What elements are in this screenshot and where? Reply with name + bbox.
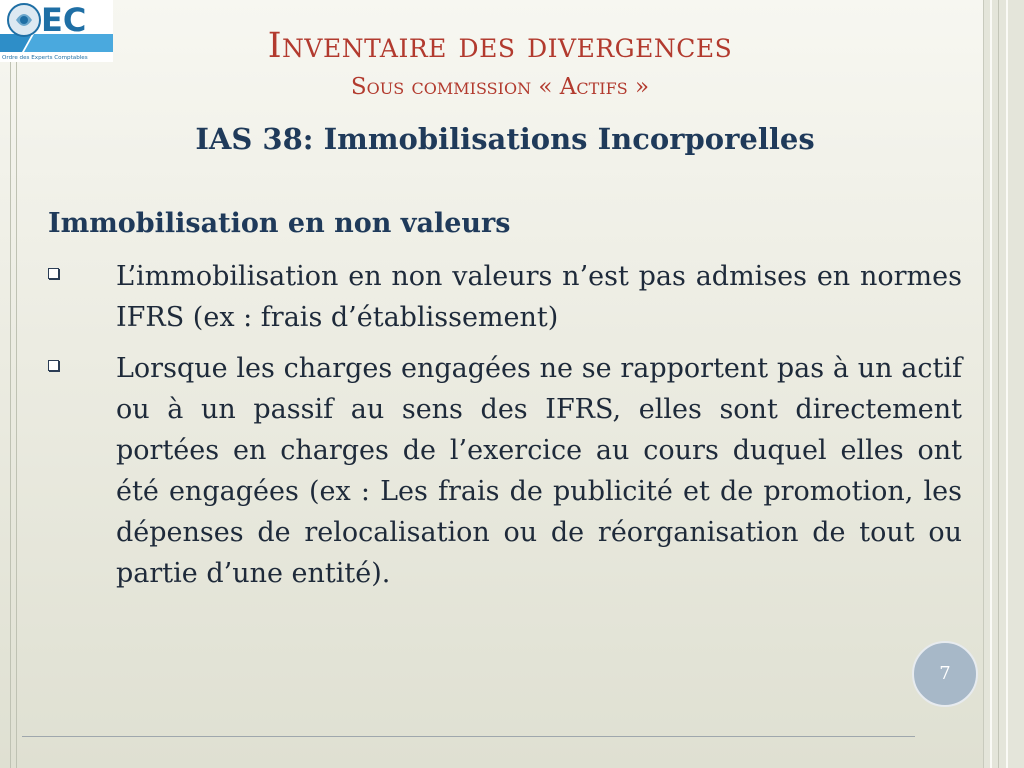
slide-heading: IAS 38: Immobilisations Incorporelles [195,122,815,156]
oec-logo [0,0,113,62]
list-item [48,348,962,594]
checkbox-bullet-icon [48,360,59,371]
section-title: Immobilisation en non valeurs [48,208,511,239]
page-number-badge: 7 [912,641,978,707]
bullet-text: Lorsque les charges engagées ne se rapportent pas à un actif ou à un passif au sens des IFRS, elles sont directement portées en charges de l’exercice au cours duquel elles ont été engagées (ex : Les frais de publicité et de promotion, les dépenses de relocalisation ou de réorganisation de tout ou partie d’une entité). [116,353,962,589]
checkbox-bullet-icon [48,268,59,279]
slide-title: Inventaire des divergences [267,26,733,66]
frame-line [998,0,999,768]
frame-line [990,0,992,768]
slide-subtitle: Sous commission « Actifs » [350,74,650,100]
svg-text:Ordre des Experts Comptables: Ordre des Experts Comptables [2,55,88,61]
margin-line [10,0,11,768]
right-frame [983,0,1024,768]
footer-divider [22,736,915,737]
list-item [48,256,962,338]
bullet-text: L’immobilisation en non valeurs n’est pas admises en normes IFRS (ex : frais d’établissement) [116,261,962,333]
margin-line [16,0,17,768]
frame-line [1006,0,1008,768]
svg-text:EC: EC [41,1,87,39]
